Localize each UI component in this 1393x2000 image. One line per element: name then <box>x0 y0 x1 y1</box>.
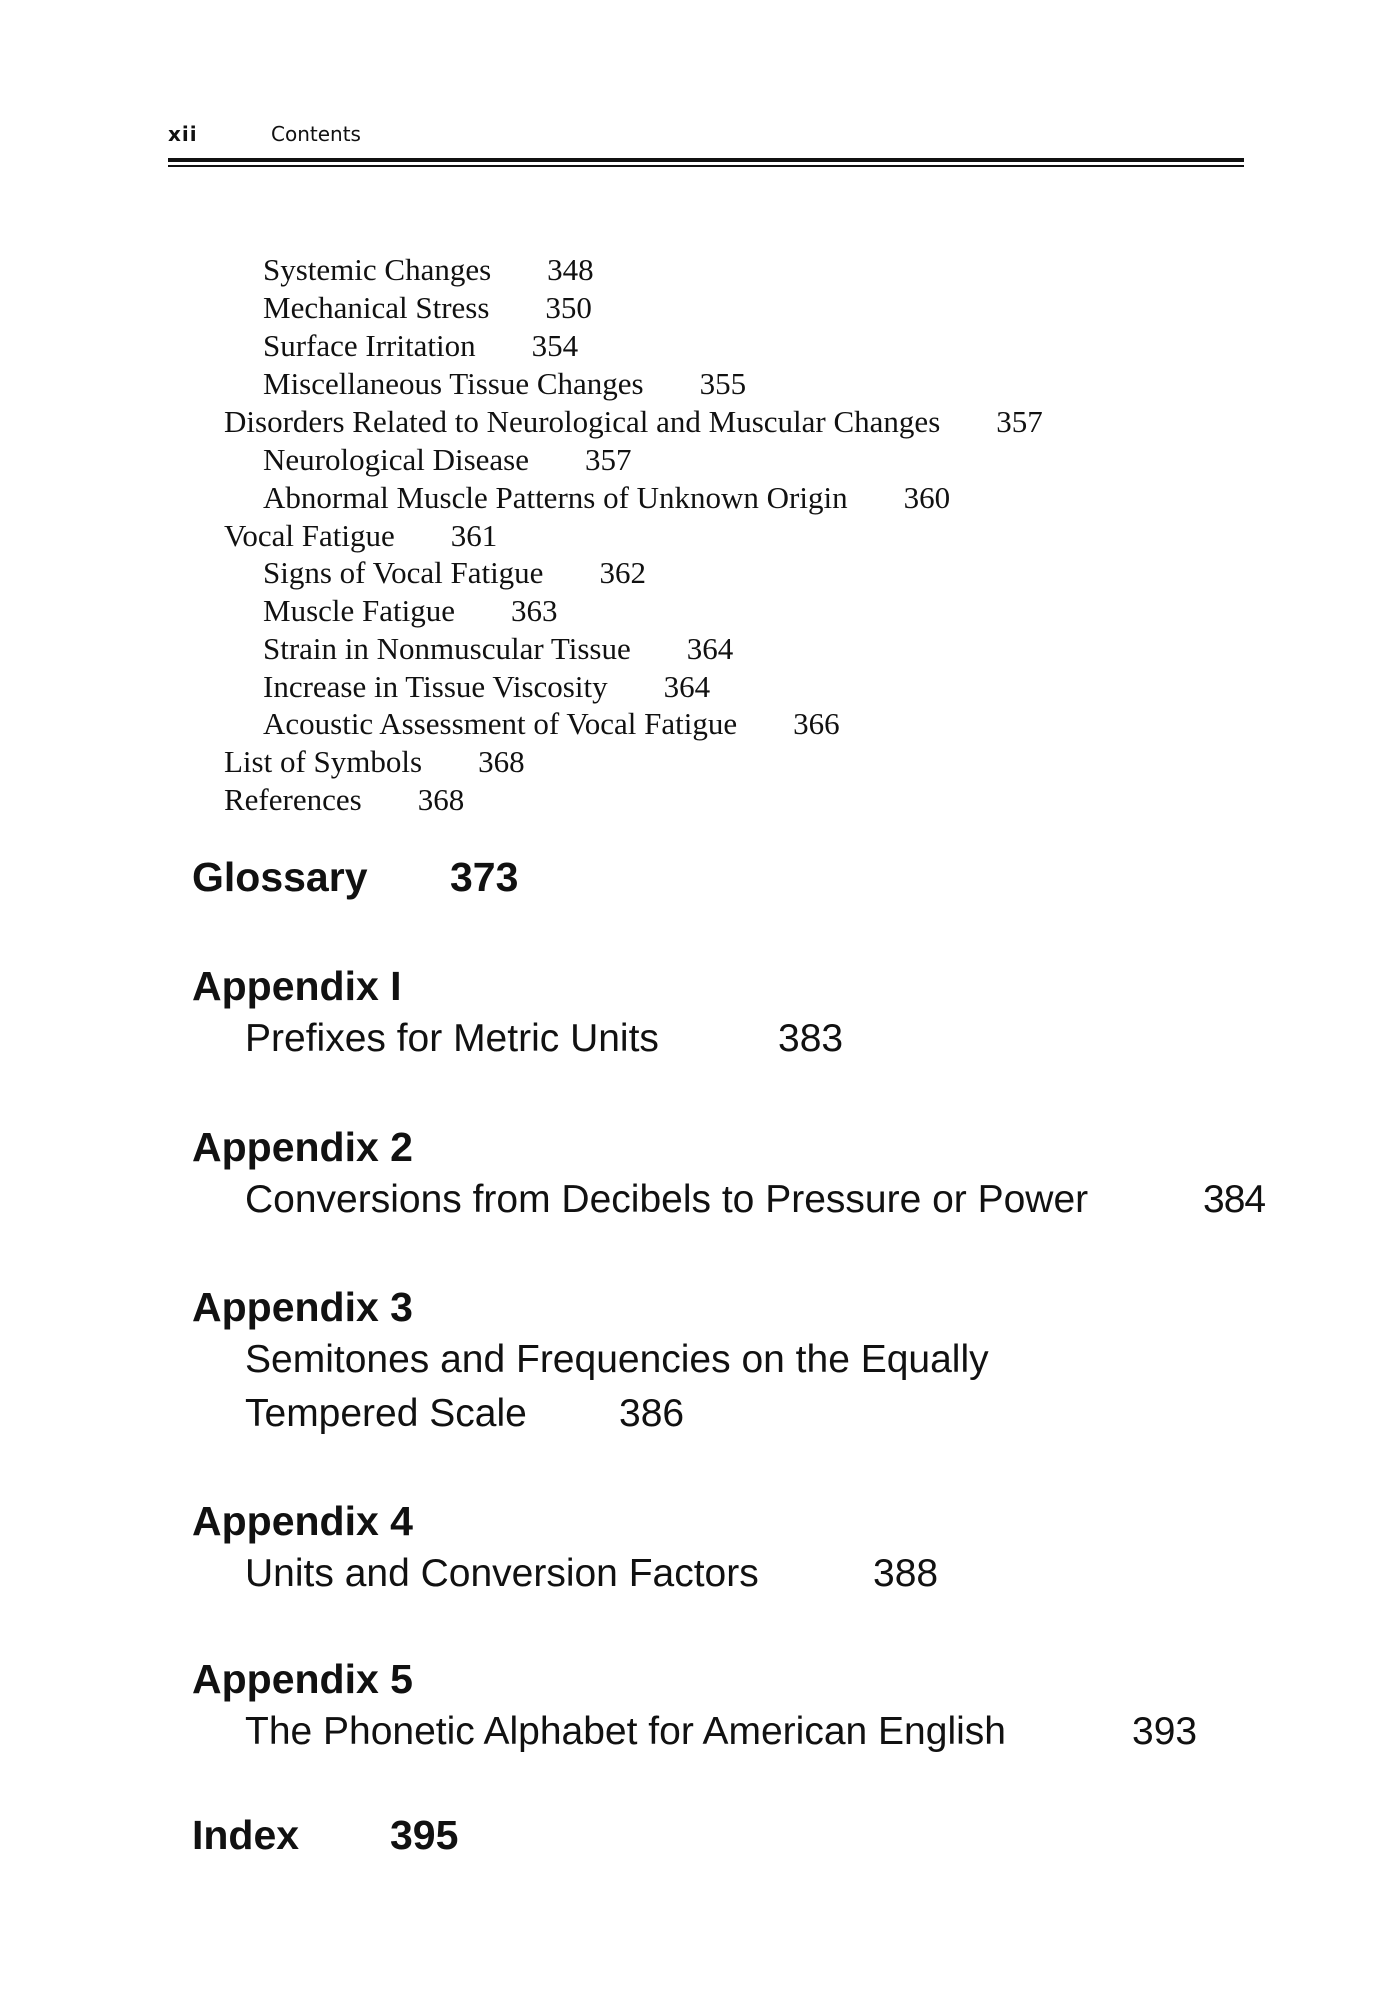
appendix-2-title: Conversions from Decibels to Pressure or Power <box>245 1178 1089 1221</box>
toc-entry-page: 362 <box>599 555 646 590</box>
toc-entry[interactable] <box>263 555 646 591</box>
appendix-3-entry[interactable] <box>245 1390 845 1438</box>
appendix-1-entry[interactable] <box>245 1015 1245 1063</box>
appendix-5-entry[interactable] <box>245 1708 1245 1756</box>
toc-entry-page: 357 <box>584 442 632 477</box>
toc-entry-title: Systemic Changes <box>263 252 492 287</box>
appendix-4-heading[interactable]: Appendix 4 <box>192 1498 413 1544</box>
toc-entry-page: 366 <box>793 706 840 741</box>
running-title: Contents <box>271 122 361 146</box>
toc-entry[interactable] <box>263 706 840 742</box>
toc-entry-page: 355 <box>699 366 747 401</box>
toc-entry[interactable] <box>263 669 710 705</box>
appendix-5-title: The Phonetic Alphabet for American English <box>245 1710 1006 1753</box>
toc-entry[interactable] <box>263 480 950 516</box>
appendix-5-heading[interactable]: Appendix 5 <box>192 1656 413 1702</box>
glossary-entry[interactable] <box>192 853 519 901</box>
toc-entry-page: 363 <box>511 593 558 628</box>
index-page: 395 <box>390 1812 459 1858</box>
appendix-4-entry[interactable] <box>245 1550 1045 1598</box>
toc-entry[interactable] <box>224 404 1043 440</box>
appendix-4-page: 388 <box>873 1552 939 1595</box>
appendix-1-heading[interactable]: Appendix I <box>192 963 402 1009</box>
toc-entry-title: Strain in Nonmuscular Tissue <box>263 631 631 666</box>
page-number: xii <box>168 122 198 146</box>
glossary-page: 373 <box>450 854 519 900</box>
toc-entry[interactable] <box>263 442 631 478</box>
appendix-5-page: 393 <box>1132 1710 1198 1753</box>
toc-entry[interactable] <box>263 593 558 629</box>
appendix-3-title-line2: Tempered Scale <box>245 1392 527 1435</box>
header-rule-thick <box>168 158 1244 162</box>
toc-entry-title: Surface Irritation <box>263 328 476 363</box>
toc-entry-title: Vocal Fatigue <box>224 518 395 553</box>
glossary-title: Glossary <box>192 854 368 900</box>
toc-entry-page: 360 <box>903 480 951 515</box>
toc-entry-title: Mechanical Stress <box>263 290 490 325</box>
toc-entry-title: Signs of Vocal Fatigue <box>263 555 544 590</box>
toc-entry-page: 364 <box>686 631 734 666</box>
appendix-2-entry[interactable] <box>245 1176 1285 1224</box>
appendix-3-title-line1[interactable]: Semitones and Frequencies on the Equally <box>245 1338 989 1381</box>
appendix-1-page: 383 <box>778 1017 844 1060</box>
index-title: Index <box>192 1812 300 1858</box>
toc-entry[interactable] <box>263 290 592 326</box>
toc-entry[interactable] <box>224 518 497 554</box>
appendix-2-page: 384 <box>1203 1178 1266 1221</box>
appendix-1-title: Prefixes for Metric Units <box>245 1017 659 1060</box>
appendix-4-title: Units and Conversion Factors <box>245 1552 759 1595</box>
toc-entry-title: Muscle Fatigue <box>263 593 455 628</box>
toc-entry[interactable] <box>263 328 578 364</box>
toc-entry-page: 354 <box>531 328 579 363</box>
appendix-2-heading[interactable]: Appendix 2 <box>192 1124 413 1170</box>
toc-entry[interactable] <box>263 631 733 667</box>
header-rule-thin <box>168 165 1244 167</box>
toc-entry-title: References <box>224 782 362 817</box>
toc-entry[interactable] <box>224 744 525 780</box>
toc-entry-page: 361 <box>450 518 498 553</box>
toc-entry-page: 348 <box>547 252 594 287</box>
toc-entry-title: Abnormal Muscle Patterns of Unknown Origin <box>263 480 848 515</box>
index-entry[interactable] <box>192 1811 459 1859</box>
appendix-3-heading[interactable]: Appendix 3 <box>192 1284 413 1330</box>
toc-entry[interactable] <box>263 366 746 402</box>
toc-entry-title: Miscellaneous Tissue Changes <box>263 366 644 401</box>
appendix-3-page: 386 <box>619 1392 685 1435</box>
toc-entry-page: 368 <box>417 782 465 817</box>
toc-entry-page: 368 <box>478 744 525 779</box>
toc-entry-title: Increase in Tissue Viscosity <box>263 669 608 704</box>
toc-entry-title: Acoustic Assessment of Vocal Fatigue <box>263 706 738 741</box>
toc-entry-title: Disorders Related to Neurological and Muscular Changes <box>224 404 941 439</box>
toc-entry-title: List of Symbols <box>224 744 423 779</box>
toc-entry[interactable] <box>263 252 594 288</box>
toc-entry-page: 364 <box>663 669 711 704</box>
toc-entry[interactable] <box>224 782 464 818</box>
toc-entry-page: 357 <box>996 404 1043 439</box>
toc-entry-title: Neurological Disease <box>263 442 529 477</box>
toc-entry-page: 350 <box>545 290 592 325</box>
